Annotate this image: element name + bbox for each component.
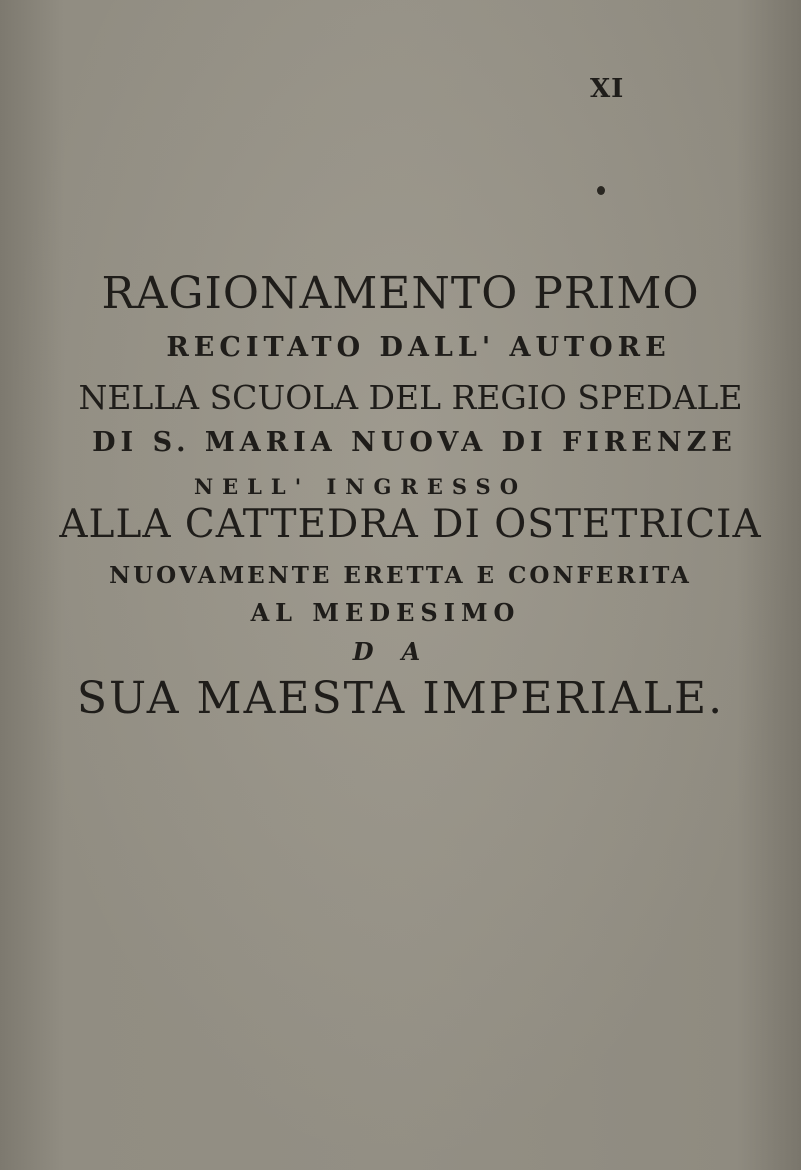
subtitle-line-scuola: NELLA SCUOLA DEL REGIO SPEDALE — [78, 378, 743, 417]
subtitle-line-eretta: NUOVAMENTE ERETTA E CONFERITA — [109, 562, 692, 589]
subtitle-line-firenze: DI S. MARIA NUOVA DI FIRENZE — [92, 427, 737, 458]
subtitle-line-ingresso: NELL' INGRESSO — [193, 474, 528, 499]
page-number: XI — [590, 74, 625, 104]
subtitle-line-da: DA — [352, 637, 449, 666]
subtitle-line-medesimo: AL MEDESIMO — [250, 598, 521, 627]
subtitle-line-maesta: SUA MAESTA IMPERIALE. — [76, 673, 725, 724]
title-line: RAGIONAMENTO PRIMO — [101, 268, 700, 319]
subtitle-line-recitato: RECITATO DALL' AUTORE — [166, 332, 671, 363]
subtitle-line-cattedra: ALLA CATTEDRA DI OSTETRICIA — [59, 502, 762, 547]
ink-dot — [597, 186, 605, 195]
